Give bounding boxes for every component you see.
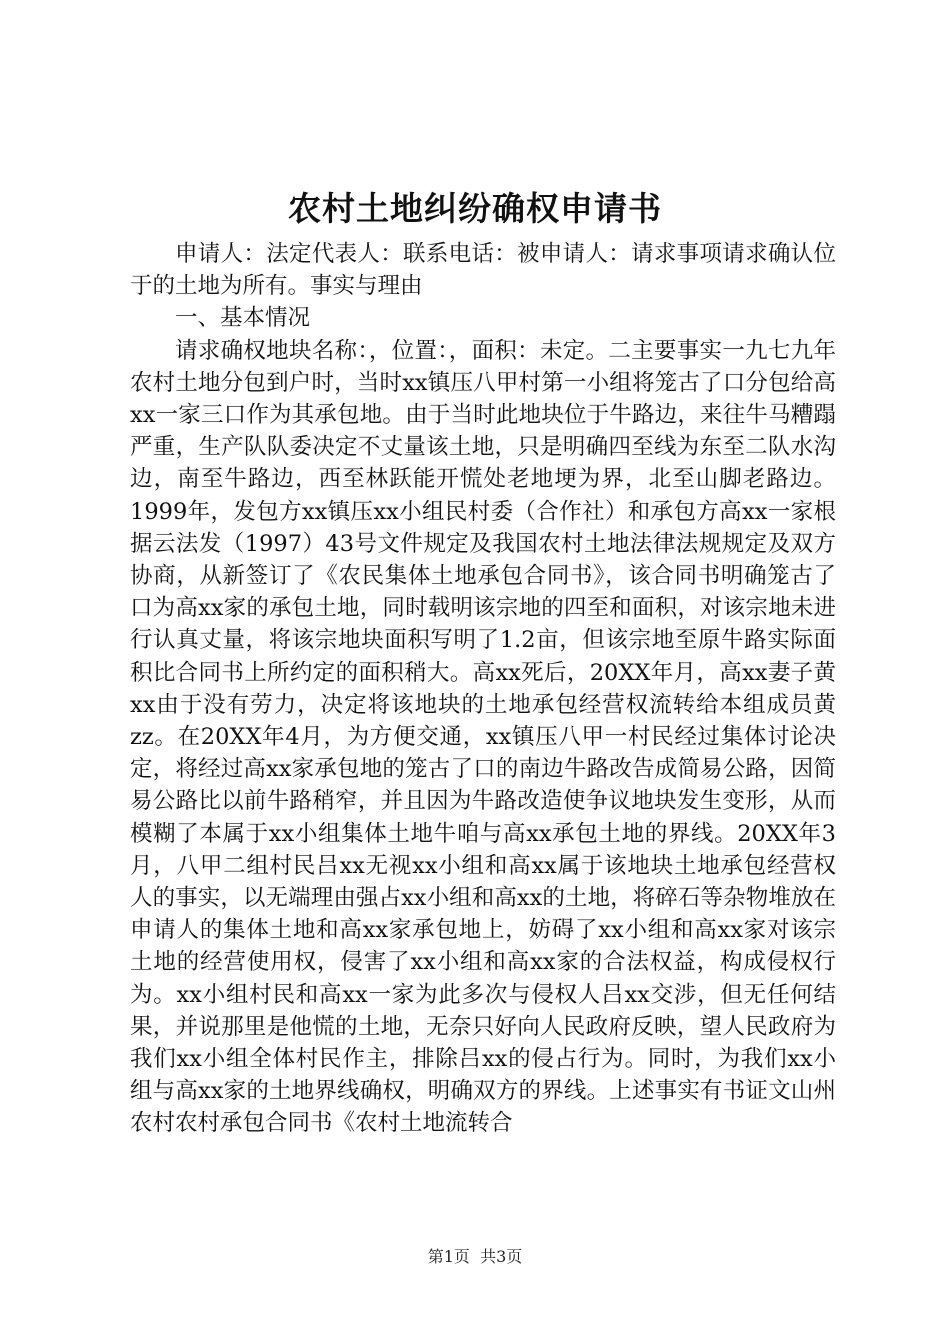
page-total: 共3页	[480, 1247, 523, 1266]
footer-spacer	[470, 1247, 480, 1266]
page-number: 第1页	[427, 1247, 470, 1266]
page-footer	[0, 1245, 950, 1269]
paragraph-section-heading: 一、基本情况	[175, 305, 311, 332]
paragraph-applicant-info: 申请人：法定代表人：联系电话：被申请人：请求事项请求确认位于的土地为所有。事实与理由	[130, 241, 836, 300]
document-title: 农村土地纠纷确权申请书	[288, 189, 662, 228]
document-body	[130, 238, 836, 1140]
paragraph-facts: 请求确权地块名称：，位置：，面积：未定。二主要事实一九七九年农村土地分包到户时，当时xx镇压八甲村第一小组将笼古了口分包给高xx一家三口作为其承包地。由于当时此地块位于牛路边，来往牛马糟蹋严重，生产队队委决定不丈量该土地，只是明确四至线为东至二队水沟边，南至牛路边，西至林跃能开慌处老地埂为界，北至山脚老路边。1999年，发包方xx镇压xx小组民村委（合作社）和承包方高xx一家根据云法发（1997）43号文件规定及我国农村土地法律法规规定及双方协商，从新签订了《农民集体土地承包合同书》，该合同书明确笼古了口为高xx家的承包土地，同时载明该宗地的四至和面积，对该宗地未进行认真丈量，将该宗地块面积写明了1.2亩，但该宗地至原牛路实际面积比合同书上所约定的面积稍大。高xx死后，20XX年月，高xx妻子黄xx由于没有劳力，决定将该地块的土地承包经营权流转给本组成员黄zz。在20XX年4月，为方便交通，xx镇压八甲一村民经过集体讨论决定，将经过高xx家承包地的笼古了口的南边牛路改告成简易公路，因简易公路比以前牛路稍窄，并且因为牛路改造使争议地块发生变形，从而模糊了本属于xx小组集体土地牛咱与高xx承包土地的界线。20XX年3月，八甲二组村民吕xx无视xx小组和高xx属于该地块土地承包经营权人的事实，以无端理由强占xx小组和高xx的土地，将碎石等杂物堆放在申请人的集体土地和高xx家承包地上，妨碍了xx小组和高xx家对该宗土地的经营使用权，侵害了xx小组和高xx家的合法权益，构成侵权行为。xx小组村民和高xx一家为此多次与侵权人吕xx交涉，但无任何结果，并说那里是他慌的土地，无奈只好向人民政府反映，望人民政府为我们xx小组全体村民作主，排除吕xx的侵占行为。同时，为我们xx小组与高xx家的土地界线确权，明确双方的界线。上述事实有书证文山州农村农村承包合同书《农村土地流转合	[130, 337, 836, 1137]
